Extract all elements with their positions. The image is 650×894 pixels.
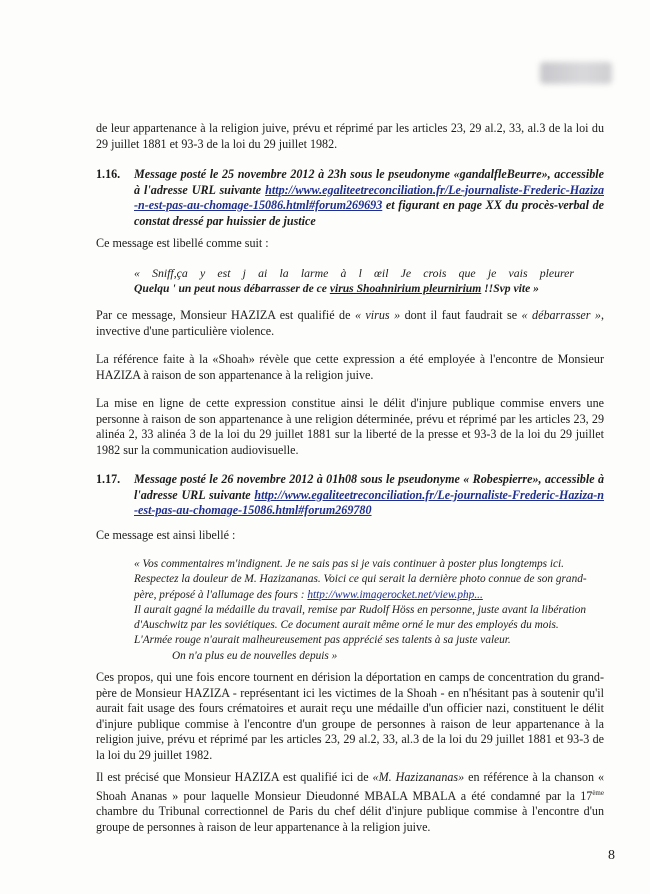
text: dont il faut faudrait se xyxy=(400,308,522,322)
quote-1-line-2 xyxy=(134,281,574,296)
quote-1 xyxy=(134,266,574,296)
text-italic: «M. Hazizananas» xyxy=(372,770,465,784)
quote-2-line-2: Respectez la douleur de M. Hazizananas. Voici ce qui serait la dernière photo connue de son grand- xyxy=(134,573,587,586)
redacted-stamp xyxy=(540,62,612,84)
quote-2-line-5: d'Auschwitz par les soviétiques. Ce document aurait même orné le mur des employés du mois. xyxy=(134,619,559,632)
text-italic: « débarrasser » xyxy=(521,308,601,322)
quote-1-end: !!Svp vite » xyxy=(481,282,539,296)
label-message-2: Ce message est ainsi libellé : xyxy=(96,528,236,542)
url-link-1-17[interactable]: http://www.egaliteetreconciliation.fr/Le-journaliste-Frederic-Haziza-n-est-pas-au-chomage-15086.html#forum269780 xyxy=(134,487,604,518)
quote-2-line-6: L'Armée rouge n'aurait malheureusement pas apprécié ses talents à sa juste valeur. xyxy=(134,634,511,647)
quote-2-line-7: On n'a plus eu de nouvelles depuis » xyxy=(172,649,338,662)
section-heading-1-16 xyxy=(134,167,604,229)
paragraph-intro: de leur appartenance à la religion juive, prévu et réprimé par les articles 23, 29 al.2, 33, al.3 de la loi du 29 juillet 1881 et 93-3 de la loi du 29 juillet 1982. xyxy=(96,121,604,151)
imagerocket-link[interactable]: http://www.imagerocket.net/view.php... xyxy=(307,588,483,601)
text: chambre du Tribunal correctionnel de Paris du chef délit d'injure publique commise à l'encontre d'un groupe de personnes à raison de leur appartenance à la religion juive. xyxy=(96,804,604,834)
paragraph-propos: Ces propos, qui une fois encore tournent en dérision la déportation en camps de concentration du grand-père de Monsieur HAZIZA - représentant ici les victimes de la Shoah - en n'hésitant pas à soutenir qu'il aurait fait usage des fours crématoires et aurait reçu une médaille d'un officier nazi, constituent le délit d'injure publique commise à l'encontre d'un groupe de personnes à raison de leur appartenance à la religion juive, prévu et réprimé par les articles 23, 29 al.2, 33, al.3 de la loi du 29 juillet 1881 et 93-3 de la loi du 29 juillet 1982. xyxy=(96,670,604,762)
text: Par ce message, Monsieur HAZIZA est qualifié de xyxy=(96,308,355,322)
quote-1-underlined: virus Shoahnirium pleurnirium xyxy=(329,282,482,296)
text: Il est précisé que Monsieur HAZIZA est qualifié ici de xyxy=(96,770,373,784)
superscript: ème xyxy=(592,788,604,797)
heading-text-a: Message posté le 26 novembre 2012 à 01h08 sous le pseudonyme « Robespierre», accessible à l'adresse URL suivante xyxy=(134,472,604,502)
quote-2-line-3 xyxy=(134,588,604,603)
quote-2-line-1: « Vos commentaires m'indignent. Je ne sais pas si je vais continuer à poster plus longtemps ici. xyxy=(134,558,564,570)
text: en référence à la chanson « Shoah Ananas » pour laquelle Monsieur Dieudonné MBALA MBALA a été condamné par la 17 xyxy=(96,770,605,803)
quote-1-line-1: « Sniff,ça y est j ai la larme à l œil Je crois que je vais pleurer xyxy=(134,266,574,280)
quote-2-text: père, préposé à l'allumage des fours : xyxy=(134,588,308,601)
heading-text-b: et figurant en page XX du procès-verbal de constat dressé par huissier de justice xyxy=(134,198,604,228)
section-heading-1-17 xyxy=(134,472,604,519)
text-italic: « virus » xyxy=(354,308,401,322)
page-number: 8 xyxy=(608,848,615,863)
paragraph-precise xyxy=(96,770,604,835)
quote-2 xyxy=(134,557,604,664)
paragraph-shoah: La référence faite à la «Shoah» révèle que cette expression a été employée à l'encontre de Monsieur HAZIZA à raison de son appartenance à la religion juive. xyxy=(96,352,604,382)
label-message-1: Ce message est libellé comme suit : xyxy=(96,236,269,250)
section-number-1-17: 1.17. xyxy=(96,472,121,486)
heading-text-a: Message posté le 25 novembre 2012 à 23h sous le pseudonyme «gandalfleBeurre», accessible à l'adresse URL suivante xyxy=(134,167,604,197)
text: , invective d'une particulière violence. xyxy=(96,308,605,338)
url-link-1-16[interactable]: http://www.egaliteetreconciliation.fr/Le-journaliste-Frederic-Haziza-n-est-pas-au-chomage-15086.html#forum269693 xyxy=(134,182,604,213)
paragraph-virus xyxy=(96,308,604,339)
quote-2-line-4: Il aurait gagné la médaille du travail, remise par Rudolf Höss en personne, juste avant la libération xyxy=(134,603,587,616)
section-number-1-16: 1.16. xyxy=(96,167,121,181)
quote-1-text: Quelqu ' un peut nous débarrasser de ce xyxy=(134,282,330,296)
paragraph-delit: La mise en ligne de cette expression constitue ainsi le délit d'injure publique commise envers une personne à raison de son appartenance à une religion déterminée, prévu et réprimé par les articles 23, 29 alinéa 2, 33 alinéa 3 de la loi du 29 juillet 1881 sur la liberté de la presse et 93-3 de la loi du 29 juillet 1982 sur la communication audiovisuelle. xyxy=(96,396,604,457)
